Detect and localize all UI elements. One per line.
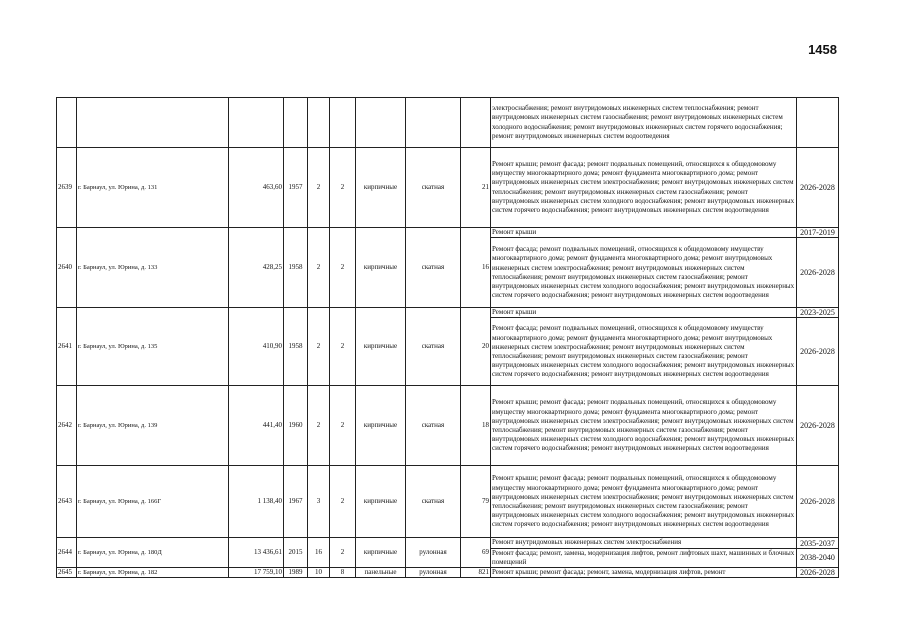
work-period-cell: 2026-2028: [797, 148, 839, 228]
house-wall-material: кирпичные: [356, 386, 406, 466]
house-year: 1989: [284, 568, 308, 578]
house-number: 2642: [57, 386, 77, 466]
house-residents: 69: [461, 538, 491, 568]
house-wall-material: кирпичные: [356, 466, 406, 538]
house-entrances: 2: [330, 148, 356, 228]
house-floors: 2: [308, 148, 330, 228]
house-address: г. Барнаул, ул. Юрина, д. 180Д: [77, 538, 229, 568]
house-number: 2641: [57, 308, 77, 386]
house-area: 410,90: [229, 308, 284, 386]
work-period-cell: 2026-2028: [797, 386, 839, 466]
table-row: [57, 308, 839, 318]
work-list-cell: Ремонт фасада; ремонт подвальных помещений, относящихся к общедомовому имуществу многоквартирного дома; ремонт фундамента многоквартирного дома; ремонт внутридомовых инженерных систем электроснабжения; ремонт внутридомовых инженерных систем теплоснабжения; ремонт внутридомовых инженерных систем газоснабжения; ремонт внутридомовых инженерных систем холодного водоснабжения; ремонт внутридомовых инженерных систем горячего водоснабжения; ремонт внутридомовых инженерных систем водоотведения: [491, 318, 797, 386]
house-area: 441,40: [229, 386, 284, 466]
work-period-cell: 2026-2028: [797, 568, 839, 578]
work-list-cell: Ремонт фасада; ремонт, замена, модернизация лифтов, ремонт лифтовых шахт, машинных и блочных помещений: [491, 548, 797, 567]
house-year: 1957: [284, 148, 308, 228]
house-residents: 16: [461, 228, 491, 308]
house-address: г. Барнаул, ул. Юрина, д. 166Г: [77, 466, 229, 538]
work-list-cell: Ремонт внутридомовых инженерных систем электроснабжения: [491, 538, 797, 548]
table-row: [57, 228, 839, 238]
house-entrances: 2: [330, 228, 356, 308]
table-row: [57, 466, 839, 538]
house-address: г. Барнаул, ул. Юрина, д. 133: [77, 228, 229, 308]
work-list-cell: Ремонт крыши; ремонт фасада; ремонт, замена, модернизация лифтов, ремонт: [491, 568, 797, 578]
house-entrances: 2: [330, 466, 356, 538]
house-wall-material: кирпичные: [356, 148, 406, 228]
house-number: 2640: [57, 228, 77, 308]
work-list-cell: Ремонт крыши; ремонт фасада; ремонт подвальных помещений, относящихся к общедомовому имуществу многоквартирного дома; ремонт фундамента многоквартирного дома; ремонт внутридомовых инженерных систем электроснабжения; ремонт внутридомовых инженерных систем теплоснабжения; ремонт внутридомовых инженерных систем газоснабжения; ремонт внутридомовых инженерных систем холодного водоснабжения; ремонт внутридомовых инженерных систем горячего водоснабжения; ремонт внутридомовых инженерных систем водоотведения: [491, 466, 797, 538]
house-floors: 2: [308, 386, 330, 466]
house-roof-type: скатная: [406, 148, 461, 228]
house-entrances: 2: [330, 308, 356, 386]
house-wall-material: кирпичные: [356, 228, 406, 308]
house-number: 2643: [57, 466, 77, 538]
work-period-cell: 2026-2028: [797, 466, 839, 538]
work-list-cell: электроснабжения; ремонт внутридомовых инженерных систем теплоснабжения; ремонт внутридомовых инженерных систем газоснабжения; ремонт внутридомовых инженерных систем холодного водоснабжения; ремонт внутридомовых инженерных систем горячего водоснабжения; ремонт внутридомовых инженерных систем водоотведения: [491, 98, 797, 148]
house-roof-type: скатная: [406, 466, 461, 538]
table-row: [57, 538, 839, 548]
house-wall-material: кирпичные: [356, 308, 406, 386]
house-roof-type: скатная: [406, 386, 461, 466]
table-row: [57, 148, 839, 228]
house-residents: 21: [461, 148, 491, 228]
house-residents: 821: [461, 568, 491, 578]
house-floors: 16: [308, 538, 330, 568]
house-year: 2015: [284, 538, 308, 568]
house-year: 1958: [284, 228, 308, 308]
work-period-cell: 2038-2040: [797, 548, 839, 567]
work-list-cell: Ремонт крыши; ремонт фасада; ремонт подвальных помещений, относящихся к общедомовому имуществу многоквартирного дома; ремонт фундамента многоквартирного дома; ремонт внутридомовых инженерных систем электроснабжения; ремонт внутридомовых инженерных систем теплоснабжения; ремонт внутридомовых инженерных систем газоснабжения; ремонт внутридомовых инженерных систем холодного водоснабжения; ремонт внутридомовых инженерных систем горячего водоснабжения; ремонт внутридомовых инженерных систем водоотведения: [491, 148, 797, 228]
table-row: [57, 98, 839, 148]
house-floors: 2: [308, 228, 330, 308]
house-address: г. Барнаул, ул. Юрина, д. 139: [77, 386, 229, 466]
house-year: 1967: [284, 466, 308, 538]
house-number: 2644: [57, 538, 77, 568]
house-year: 1958: [284, 308, 308, 386]
house-area: 17 759,10: [229, 568, 284, 578]
work-period-cell: 2026-2028: [797, 318, 839, 386]
work-list-cell: Ремонт крыши: [491, 308, 797, 318]
house-area: 13 436,61: [229, 538, 284, 568]
house-roof-type: скатная: [406, 308, 461, 386]
page-number: 1458: [808, 42, 837, 57]
house-wall-material: кирпичные: [356, 538, 406, 568]
house-entrances: 8: [330, 568, 356, 578]
table-row: [57, 386, 839, 466]
work-list-cell: Ремонт крыши; ремонт фасада; ремонт подвальных помещений, относящихся к общедомовому имуществу многоквартирного дома; ремонт фундамента многоквартирного дома; ремонт внутридомовых инженерных систем электроснабжения; ремонт внутридомовых инженерных систем теплоснабжения; ремонт внутридомовых инженерных систем газоснабжения; ремонт внутридомовых инженерных систем холодного водоснабжения; ремонт внутридомовых инженерных систем горячего водоснабжения; ремонт внутридомовых инженерных систем водоотведения: [491, 386, 797, 466]
house-residents: 18: [461, 386, 491, 466]
house-number: 2645: [57, 568, 77, 578]
work-list-cell: Ремонт фасада; ремонт подвальных помещений, относящихся к общедомовому имуществу многоквартирного дома; ремонт фундамента многоквартирного дома; ремонт внутридомовых инженерных систем электроснабжения; ремонт внутридомовых инженерных систем теплоснабжения; ремонт внутридомовых инженерных систем газоснабжения; ремонт внутридомовых инженерных систем холодного водоснабжения; ремонт внутридомовых инженерных систем горячего водоснабжения; ремонт внутридомовых инженерных систем водоотведения: [491, 238, 797, 308]
house-number: 2639: [57, 148, 77, 228]
house-entrances: 2: [330, 538, 356, 568]
house-roof-type: скатная: [406, 228, 461, 308]
house-address: г. Барнаул, ул. Юрина, д. 182: [77, 568, 229, 578]
capital-repair-table: [56, 97, 839, 578]
house-area: 428,25: [229, 228, 284, 308]
house-entrances: 2: [330, 386, 356, 466]
table-row: [57, 568, 839, 578]
house-roof-type: рулонная: [406, 538, 461, 568]
work-period-cell: 2023-2025: [797, 308, 839, 318]
house-year: 1960: [284, 386, 308, 466]
house-floors: 2: [308, 308, 330, 386]
work-list-cell: Ремонт крыши: [491, 228, 797, 238]
house-area: 463,60: [229, 148, 284, 228]
house-address: г. Барнаул, ул. Юрина, д. 135: [77, 308, 229, 386]
house-address: г. Барнаул, ул. Юрина, д. 131: [77, 148, 229, 228]
house-residents: 20: [461, 308, 491, 386]
house-area: 1 138,40: [229, 466, 284, 538]
work-period-cell: 2026-2028: [797, 238, 839, 308]
work-period-cell: 2035-2037: [797, 538, 839, 548]
work-period-cell: 2017-2019: [797, 228, 839, 238]
house-residents: 79: [461, 466, 491, 538]
house-roof-type: рулонная: [406, 568, 461, 578]
house-floors: 10: [308, 568, 330, 578]
house-floors: 3: [308, 466, 330, 538]
house-wall-material: панельные: [356, 568, 406, 578]
